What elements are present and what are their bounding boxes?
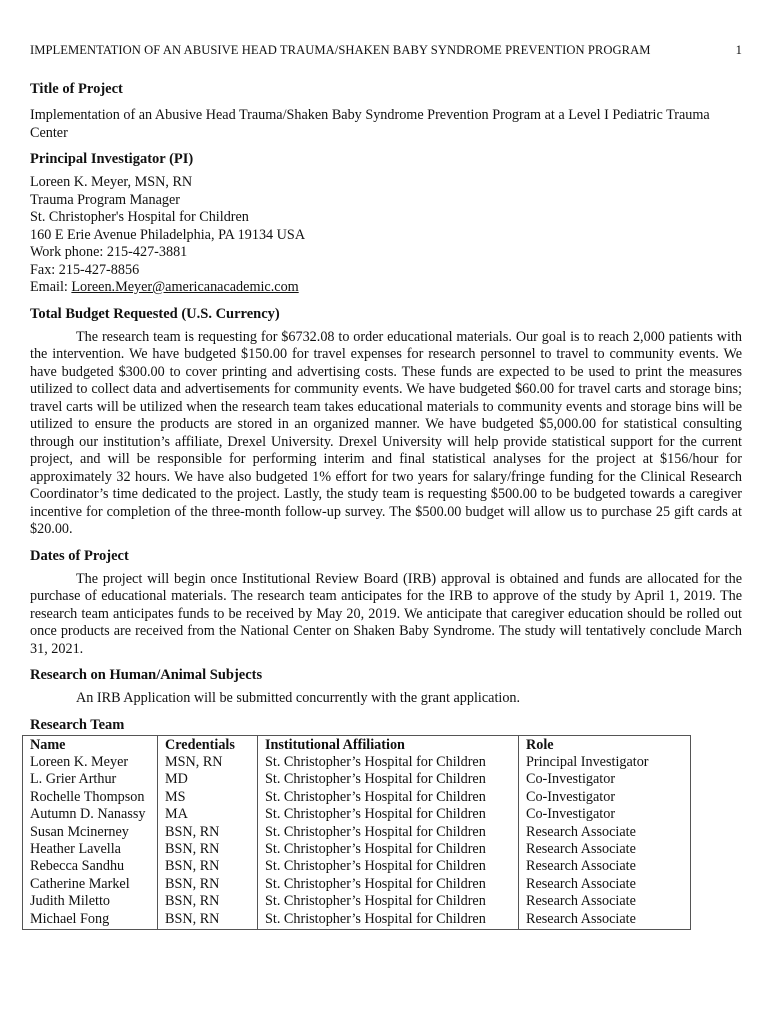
team-member-credentials: BSN, RN (158, 911, 258, 930)
team-member-affiliation: St. Christopher’s Hospital for Children (258, 911, 519, 930)
team-member-role: Research Associate (519, 893, 691, 910)
table-row (23, 858, 691, 875)
team-member-role: Research Associate (519, 876, 691, 893)
team-member-name: Catherine Markel (23, 876, 158, 893)
column-header-name: Name (23, 735, 158, 754)
table-row (23, 893, 691, 910)
table-row (23, 789, 691, 806)
team-member-credentials: MS (158, 789, 258, 806)
team-member-role: Research Associate (519, 911, 691, 930)
table-row (23, 824, 691, 841)
table-row (23, 754, 691, 771)
team-member-credentials: BSN, RN (158, 841, 258, 858)
subjects-heading: Research on Human/Animal Subjects (30, 667, 263, 683)
team-member-role: Co-Investigator (519, 789, 691, 806)
pi-fax: Fax: 215-427-8856 (30, 261, 140, 278)
project-title-text: Implementation of an Abusive Head Trauma/Shaken Baby Syndrome Prevention Program at a Level I Pediatric Trauma Center (30, 107, 710, 141)
dates-paragraph: The project will begin once Institutional Review Board (IRB) approval is obtained and funds are allocated for the purchase of educational materials. The research team anticipates for the IRB to approve of the study by April 1, 2019. The research team anticipates funds to be received by May 20, 2019. We anticipate that caregiver education should be rolled out once products are received from the National Center on Shaken Baby Syndrome. The study will tentatively conclude March 31, 2021. (30, 570, 742, 657)
table-row (23, 876, 691, 893)
team-member-credentials: MD (158, 771, 258, 788)
research-team-table (22, 735, 691, 930)
team-member-affiliation: St. Christopher’s Hospital for Children (258, 876, 519, 893)
table-row (23, 806, 691, 823)
budget-paragraph: The research team is requesting for $6732.08 to order educational materials. Our goal is to reach 2,000 patients with the intervention. We have budgeted $150.00 for travel expenses for research personnel to travel to community events. We have budgeted $300.00 to cover printing and advertising costs. These funds are expected to be used to print the measures utilized to collect data and advertisements for community events. We have budgeted $60.00 for travel carts and storage bins; travel carts will be utilized when the research team takes educational materials to community events and storage bins will be utilized to ensure the products are stored in an organized manner. We have budgeted $5,000.00 for statistical consulting through our institution’s affiliate, Drexel University. Drexel University will help provide statistical support for the current project, and will be responsible for performing interim and final statistical analyses for the project at $156/hour for approximately 32 hours. We have also budgeted 1% effort for two years for salary/fringe funding for the Clinical Research Coordinator’s time dedicated to the project. Lastly, the study team is requesting $500.00 to be budgeted towards a caregiver incentive for completion of the three-month follow-up survey. The $500.00 budget will allow us to purchase 25 gift cards at $20.00. (30, 328, 742, 537)
team-member-role: Research Associate (519, 841, 691, 858)
team-member-affiliation: St. Christopher’s Hospital for Children (258, 893, 519, 910)
team-member-credentials: BSN, RN (158, 876, 258, 893)
team-member-role: Research Associate (519, 858, 691, 875)
team-member-role: Co-Investigator (519, 806, 691, 823)
table-header-row (23, 735, 691, 754)
pi-position: Trauma Program Manager (30, 191, 180, 208)
pi-email-line (30, 279, 742, 297)
team-member-name: Rebecca Sandhu (23, 858, 158, 875)
subjects-paragraph: An IRB Application will be submitted concurrently with the grant application. (76, 690, 521, 706)
team-member-affiliation: St. Christopher’s Hospital for Children (258, 754, 519, 771)
team-heading: Research Team (30, 716, 125, 733)
pi-address: 160 E Erie Avenue Philadelphia, PA 19134 USA (30, 226, 306, 243)
team-member-affiliation: St. Christopher’s Hospital for Children (258, 789, 519, 806)
team-member-role: Co-Investigator (519, 771, 691, 788)
pi-name: Loreen K. Meyer, MSN, RN (30, 174, 193, 190)
team-member-credentials: BSN, RN (158, 824, 258, 841)
team-member-name: Autumn D. Nanassy (23, 806, 158, 823)
page-number: 1 (735, 43, 742, 57)
team-member-credentials: MSN, RN (158, 754, 258, 771)
team-member-name: Loreen K. Meyer (23, 754, 158, 771)
table-row (23, 771, 691, 788)
title-heading: Title of Project (30, 81, 123, 97)
running-head-title: IMPLEMENTATION OF AN ABUSIVE HEAD TRAUMA/SHAKEN BABY SYNDROME PREVENTION PROGRAM (30, 43, 651, 57)
team-member-affiliation: St. Christopher’s Hospital for Children (258, 824, 519, 841)
team-member-credentials: BSN, RN (158, 858, 258, 875)
pi-contact-block (30, 174, 742, 297)
pi-institution: St. Christopher's Hospital for Children (30, 209, 249, 225)
team-member-affiliation: St. Christopher’s Hospital for Children (258, 841, 519, 858)
team-member-name: Judith Miletto (23, 893, 158, 910)
team-table-body (23, 754, 691, 930)
pi-email-label: Email: (30, 279, 68, 295)
team-member-name: Heather Lavella (23, 841, 158, 858)
table-row (23, 841, 691, 858)
pi-work-phone: Work phone: 215-427-3881 (30, 244, 188, 260)
team-member-name: Michael Fong (23, 911, 158, 930)
dates-heading: Dates of Project (30, 547, 129, 564)
pi-heading: Principal Investigator (PI) (30, 151, 194, 167)
team-member-name: L. Grier Arthur (23, 771, 158, 788)
team-member-role: Research Associate (519, 824, 691, 841)
team-member-role: Principal Investigator (519, 754, 691, 771)
team-member-credentials: MA (158, 806, 258, 823)
column-header-role: Role (519, 735, 691, 754)
team-member-credentials: BSN, RN (158, 893, 258, 910)
pi-email-link[interactable]: Loreen.Meyer@americanacademic.com (71, 279, 299, 295)
running-head (30, 43, 742, 58)
column-header-affiliation: Institutional Affiliation (258, 735, 519, 754)
team-member-name: Susan Mcinerney (23, 824, 158, 841)
document-body (30, 80, 742, 930)
budget-heading: Total Budget Requested (U.S. Currency) (30, 305, 280, 322)
team-member-affiliation: St. Christopher’s Hospital for Children (258, 806, 519, 823)
column-header-credentials: Credentials (158, 735, 258, 754)
team-member-affiliation: St. Christopher’s Hospital for Children (258, 858, 519, 875)
table-row (23, 911, 691, 930)
team-member-affiliation: St. Christopher’s Hospital for Children (258, 771, 519, 788)
team-member-name: Rochelle Thompson (23, 789, 158, 806)
